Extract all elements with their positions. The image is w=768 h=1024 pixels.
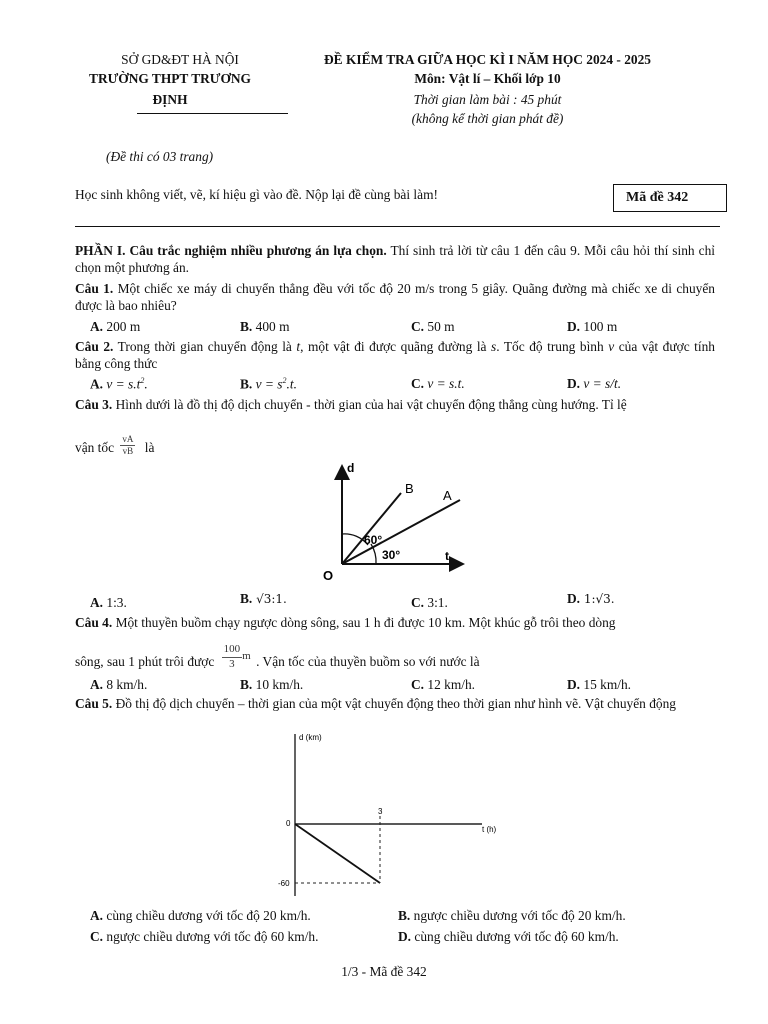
q5-option-d[interactable] [398,929,619,946]
exam-time-note: (không kể thời gian phát đề) [411,111,564,126]
part1-title: PHẦN I. Câu trắc nghiệm nhiều phương án lựa chọn. [75,243,387,258]
q3-option-a[interactable] [90,595,127,612]
q1-option-b[interactable] [240,319,289,336]
q1-text: Một chiếc xe máy di chuyển thẳng đều với tốc độ 20 m/s trong 5 giây. Quãng đường mà chiếc xe di chuyển được là bao nhiêu? [75,281,715,313]
option-key: A. [90,376,104,392]
q5-text: Đồ thị độ dịch chuyển – thời gian của một vật chuyển động theo thời gian như hình vẽ. Vật chuyển động [112,696,676,711]
q2-var-t: t [296,339,301,354]
q5-label-d: d (km) [299,733,322,742]
part1-desc: Thí sinh trả lời từ câu 1 đến câu 9. Mỗi câu hỏi thí sinh chỉ chọn một phương án. [75,243,715,275]
q5-label: Câu 5. [75,696,113,711]
section-divider [75,226,720,227]
option-key: C. [411,677,425,692]
q5-option-a[interactable] [90,908,311,925]
option-text: √3:1. [252,592,287,606]
option-key: D. [567,591,581,606]
option-text: 1:√3. [580,592,615,606]
q5-graph-line [295,824,380,883]
option-text: v = s [252,376,283,392]
q4-frac-num: 100 [222,643,243,657]
question-5 [75,696,715,713]
option-text: 8 km/h. [103,677,148,692]
q2-text-part: Trong thời gian chuyển động là [113,339,297,354]
option-text: v = s/t. [580,376,622,391]
option-text: .t. [286,376,297,392]
department-name: SỞ GD&ĐT HÀ NỘI [121,52,239,67]
exam-time: Thời gian làm bài : 45 phút [413,92,562,107]
option-key: A. [90,908,104,923]
q3-option-d[interactable] [567,591,615,608]
option-key: D. [567,319,581,334]
option-text: ngược chiều dương với tốc độ 20 km/h. [410,908,626,923]
header-divider [137,113,288,114]
q5-graph [272,728,522,900]
q3-ratio-prefix: vận tốc [75,440,115,455]
option-text: 10 km/h. [252,677,304,692]
option-text: v = s.t [103,376,141,392]
q3-label-60: 60° [364,533,383,547]
q1-option-c[interactable] [411,319,455,336]
option-key: A. [90,319,104,334]
option-key: D. [567,677,581,692]
option-key: B. [240,319,253,334]
school-name-line1: TRƯỜNG THPT TRƯƠNG [89,71,251,86]
exam-code: Mã đề 342 [626,190,689,205]
q4-label: Câu 4. [75,615,113,630]
q4-line2 [75,632,480,671]
option-text: 15 km/h. [580,677,631,692]
q3-text: Hình dưới là đồ thị độ dịch chuyển - thời gian của hai vật chuyển động thẳng cùng hướng. Tỉ lệ [112,397,627,412]
q3-line-a [342,500,460,564]
option-text: cùng chiều dương với tốc độ 20 km/h. [103,908,311,923]
option-key: C. [411,376,425,391]
q2-option-b[interactable] [240,376,297,393]
school-name-line2: ĐỊNH [152,92,188,107]
option-key: D. [398,929,412,944]
q2-text-part: , một vật đi được quãng đường là [300,339,492,354]
q5-label-origin: 0 [286,819,291,828]
part1-heading [75,243,715,277]
option-text: v = s.t. [424,376,465,391]
question-4 [75,615,715,632]
q3-ratio-den: vB [122,445,134,456]
q1-option-a[interactable] [90,319,140,336]
option-sup: 2 [140,376,145,385]
q3-label-origin: O [323,568,334,583]
q3-label: Câu 3. [75,397,113,412]
exam-title: ĐỀ KIỂM TRA GIỮA HỌC KÌ I NĂM HỌC 2024 - 2025 [324,52,651,67]
option-key: A. [90,595,104,610]
option-key: C. [411,319,425,334]
option-key: A. [90,677,104,692]
option-text: 50 m [424,319,455,334]
q3-label-30: 30° [382,548,401,562]
q4-option-b[interactable] [240,677,303,694]
question-3 [75,397,715,414]
option-text: 200 m [103,319,141,334]
option-text: ngược chiều dương với tốc độ 60 km/h. [103,929,319,944]
option-sup: 2 [282,376,287,385]
q5-label-minus60: -60 [278,879,290,888]
option-key: C. [90,929,104,944]
q5-label-3: 3 [378,807,383,816]
q2-label: Câu 2. [75,339,114,354]
q4-option-a[interactable] [90,677,147,694]
q3-label-b: B [405,481,414,496]
q5-label-t: t (h) [482,825,497,834]
q1-option-d[interactable] [567,319,617,336]
q3-ratio-num: vA [122,434,134,445]
q2-text-part: . Tốc độ trung bình [496,339,609,354]
q4-option-c[interactable] [411,677,475,694]
exam-subject: Môn: Vật lí – Khối lớp 10 [414,71,561,86]
option-text: 12 km/h. [424,677,475,692]
q3-graph [315,462,465,584]
option-text: 100 m [580,319,618,334]
option-text: . [144,376,148,392]
option-text: cùng chiều dương với tốc độ 60 km/h. [411,929,619,944]
exam-code-box [613,184,727,212]
q4-frac-den: 3 [229,657,235,670]
q4-frac-unit: m [242,650,251,663]
q1-label: Câu 1. [75,281,114,296]
q3-label-a: A [443,488,452,503]
q2-var-s: s [491,339,497,354]
q5-option-b[interactable] [398,908,626,925]
q2-var-v: v [608,339,615,354]
option-text: 400 m [252,319,290,334]
q4-fraction [222,643,243,670]
q3-option-c[interactable] [411,595,448,612]
pages-note: (Đề thi có 03 trang) [106,149,214,164]
option-key: B. [240,376,253,392]
q4-line2-suffix: . Vận tốc của thuyền buồm so với nước là [256,654,480,669]
q3-ratio-fraction [120,434,135,457]
option-text: 3:1. [424,595,448,610]
q2-option-a[interactable] [90,376,148,393]
q2-option-d[interactable] [567,376,621,393]
question-1 [75,281,715,315]
q2-text-part: của vật được tính bằng công thức [75,339,715,371]
q2-option-c[interactable] [411,376,465,393]
option-key: C. [411,595,425,610]
q3-ratio-line [75,416,154,457]
q4-text: Một thuyền buồm chạy ngược dòng sông, sau 1 h đi được 10 km. Một khúc gỗ trôi theo dòng [112,615,616,630]
option-key: B. [398,908,411,923]
q3-label-d: d [347,462,355,475]
q4-option-d[interactable] [567,677,631,694]
q4-line2-prefix: sông, sau 1 phút trôi được [75,654,215,669]
question-2 [75,339,715,373]
option-text: 1:3. [103,595,127,610]
instruction-text: Học sinh không viết, vẽ, kí hiệu gì vào đề. Nộp lại đề cùng bài làm! [75,187,438,202]
q3-label-t: t [445,549,449,563]
option-key: B. [240,677,253,692]
page-footer: 1/3 - Mã đề 342 [341,964,427,979]
option-key: D. [567,376,581,391]
q5-option-c[interactable] [90,929,318,946]
q3-ratio-suffix: là [144,440,155,455]
option-key: B. [240,591,253,606]
q3-option-b[interactable] [240,591,287,608]
